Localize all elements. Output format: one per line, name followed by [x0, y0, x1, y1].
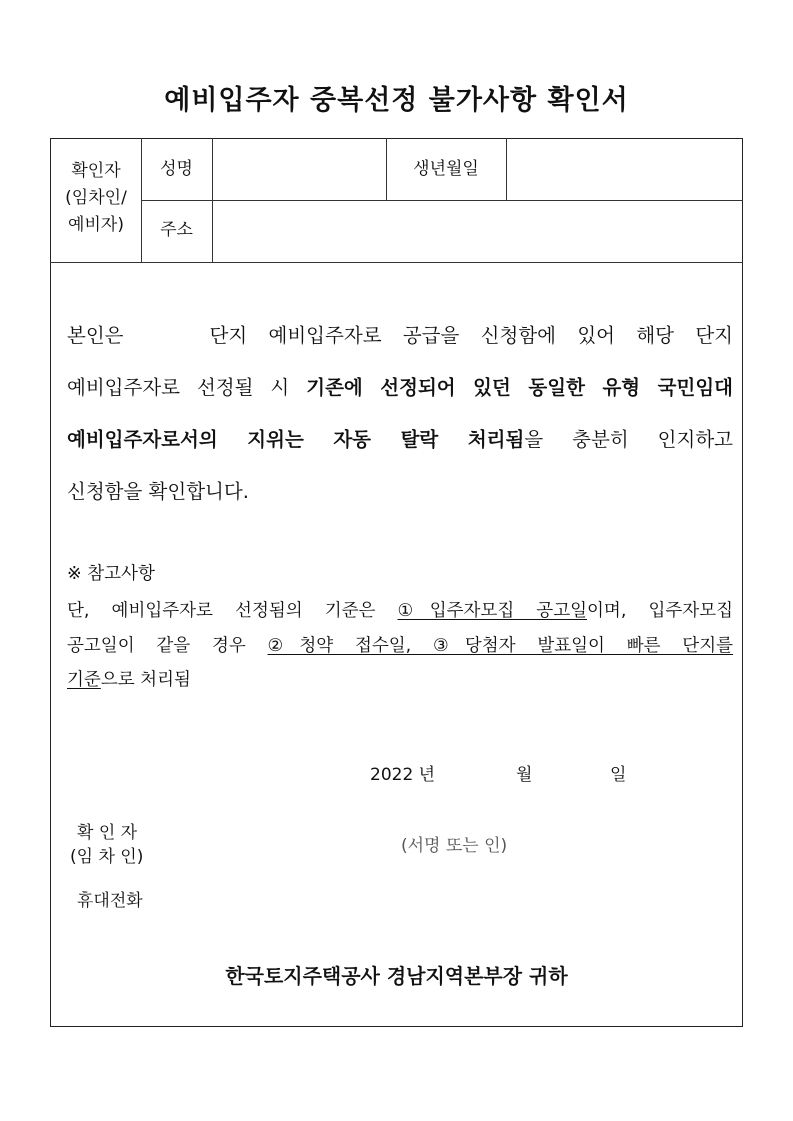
- statement-line-1: 본인은 단지 예비입주자로 공급을 신청함에 있어 해당 단지: [67, 324, 733, 347]
- note-line-2: 공고일이 같을 경우 ②청약 접수일, ③당첨자 발표일이 빠른 단지를: [67, 636, 733, 656]
- table-divider-col-2: [212, 138, 213, 262]
- statement-line-4: 신청함을 확인합니다.: [67, 480, 249, 503]
- statement-line-2: 예비입주자로 선정될 시 기존에 선정되어 있던 동일한 유형 국민임대: [67, 376, 734, 399]
- signature-field[interactable]: (서명 또는 인): [401, 836, 508, 856]
- table-divider-row: [141, 200, 743, 201]
- recipient-footer: 한국토지주택공사 경남지역본부장 귀하: [225, 964, 568, 988]
- document-title: 예비입주자 중복선정 불가사항 확인서: [164, 85, 629, 116]
- date-day-unit: 일: [610, 765, 627, 785]
- table-bottom-border: [50, 262, 743, 263]
- date-year: 2022 년: [370, 765, 436, 785]
- birthdate-label: 생년월일: [413, 159, 479, 179]
- address-label: 주소: [160, 220, 193, 240]
- note-header: ※ 참고사항: [67, 564, 155, 584]
- signer-sublabel: (임 차 인): [70, 847, 144, 867]
- applicant-group-label: 확인자 (임차인/ 예비자): [65, 161, 127, 235]
- note-line-3: 기준으로 처리됨: [67, 670, 191, 690]
- phone-label: 휴대전화: [77, 891, 143, 911]
- name-label: 성명: [160, 159, 193, 179]
- date-month-unit: 월: [516, 765, 533, 785]
- statement-line-3: 예비입주자로서의 지위는 자동 탈락 처리됨을 충분히 인지하고: [67, 428, 733, 451]
- note-line-1: 단, 예비입주자로 선정됨의 기준은 ①입주자모집 공고일이며, 입주자모집: [67, 601, 733, 621]
- table-divider-col-4: [506, 138, 507, 200]
- signer-label: 확 인 자: [77, 823, 138, 843]
